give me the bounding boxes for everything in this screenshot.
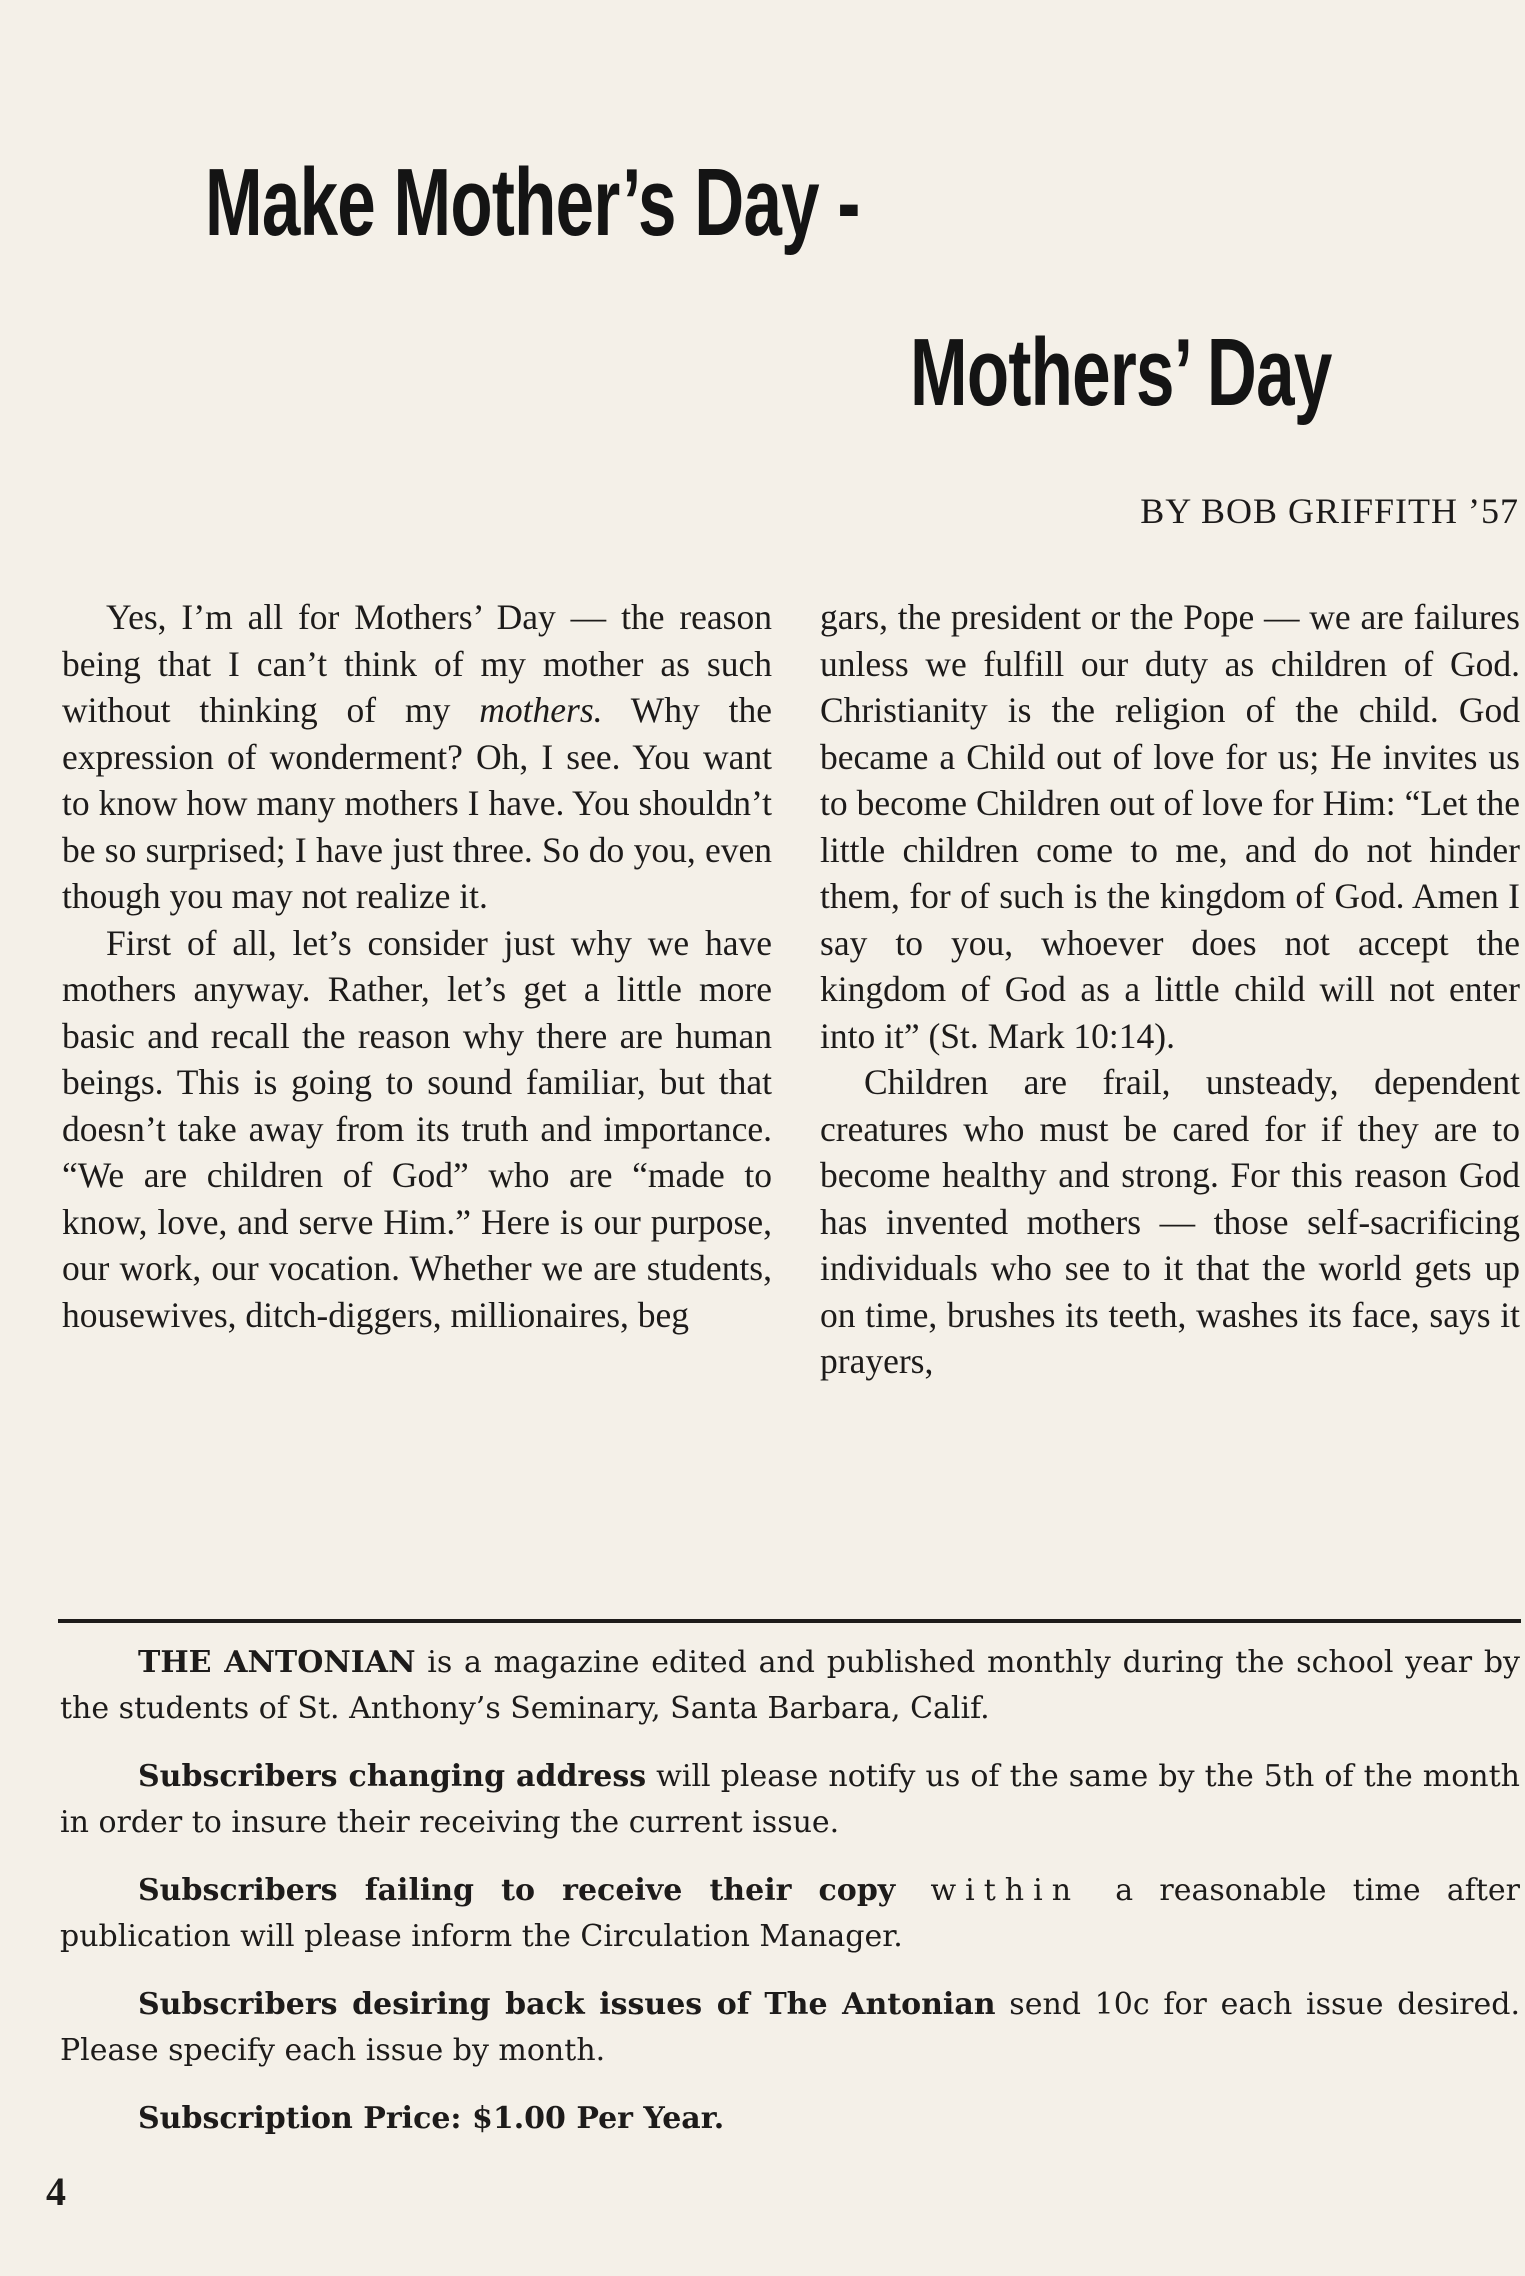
emphasis: mothers. (479, 690, 603, 730)
paragraph: gars, the president or the Pope — we are failures unless we fulfill our duty as children of God. Christianity is the religion of the child. God became a Child out of love for us; He invites us to become Children out of love for Him: “Let the little children come to me, and do not hinder them, for of such is the kingdom of God. Amen I say to you, whoever does not accept the kingdom of God as a little child will not enter into it” (St. Mark 10:14). (820, 597, 1520, 1056)
notice-paragraph: Subscribers desiring back issues of The Antonian send 10c for each issue desired. Please specify each issue by month. (60, 1987, 1520, 2068)
publication-notice (60, 1640, 1520, 2164)
article-column-left (62, 594, 772, 1338)
article-title-line-2: Mothers’ Day (910, 319, 1332, 426)
article-title-line-1: Make Mother’s Day - (205, 149, 860, 256)
notice-paragraph: THE ANTONIAN is a magazine edited and published monthly during the school year by the students of St. Anthony’s Seminary, Santa Barbara, Calif. (60, 1645, 1520, 1726)
paragraph: First of all, let’s consider just why we have mothers anyway. Rather, let’s get a little more basic and recall the reason why there are human beings. This is going to sound familiar, but that doesn’t take away from its truth and importance. “We are children of God” who are “made to know, love, and serve Him.” Here is our purpose, our work, our vocation. Whether we are students, housewives, ditch-diggers, millionaires, beg (62, 922, 772, 1335)
notice-paragraph: Subscribers failing to receive their copy within a reasonable time after publication will please inform the Circulation Manager. (60, 1873, 1520, 1954)
divider (58, 1619, 1521, 1623)
paragraph: Children are frail, unsteady, dependent creatures who must be cared for if they are to become healthy and strong. For this reason God has invented mothers — those self-sacrificing individuals who see to it that the world gets up on time, brushes its teeth, washes its face, says it prayers, (820, 1062, 1520, 1381)
article-column-right (820, 594, 1520, 1385)
subscription-price: Subscription Price: $1.00 Per Year. (138, 2101, 725, 2136)
paragraph: Yes, I’m all for Mothers’ Day — the reason being that I can’t think of my mother as such without thinking of my mothers. Why the expression of wonderment? Oh, I see. You want to know how many mothers I have. You shouldn’t be so surprised; I have just three. So do you, even though you may not realize it. (62, 597, 772, 916)
notice-paragraph: Subscribers changing address will please notify us of the same by the 5th of the month in order to insure their receiving the current issue. (60, 1759, 1521, 1840)
page-number: 4 (46, 2169, 66, 2214)
byline: BY BOB GRIFFITH ’57 (1140, 491, 1519, 531)
